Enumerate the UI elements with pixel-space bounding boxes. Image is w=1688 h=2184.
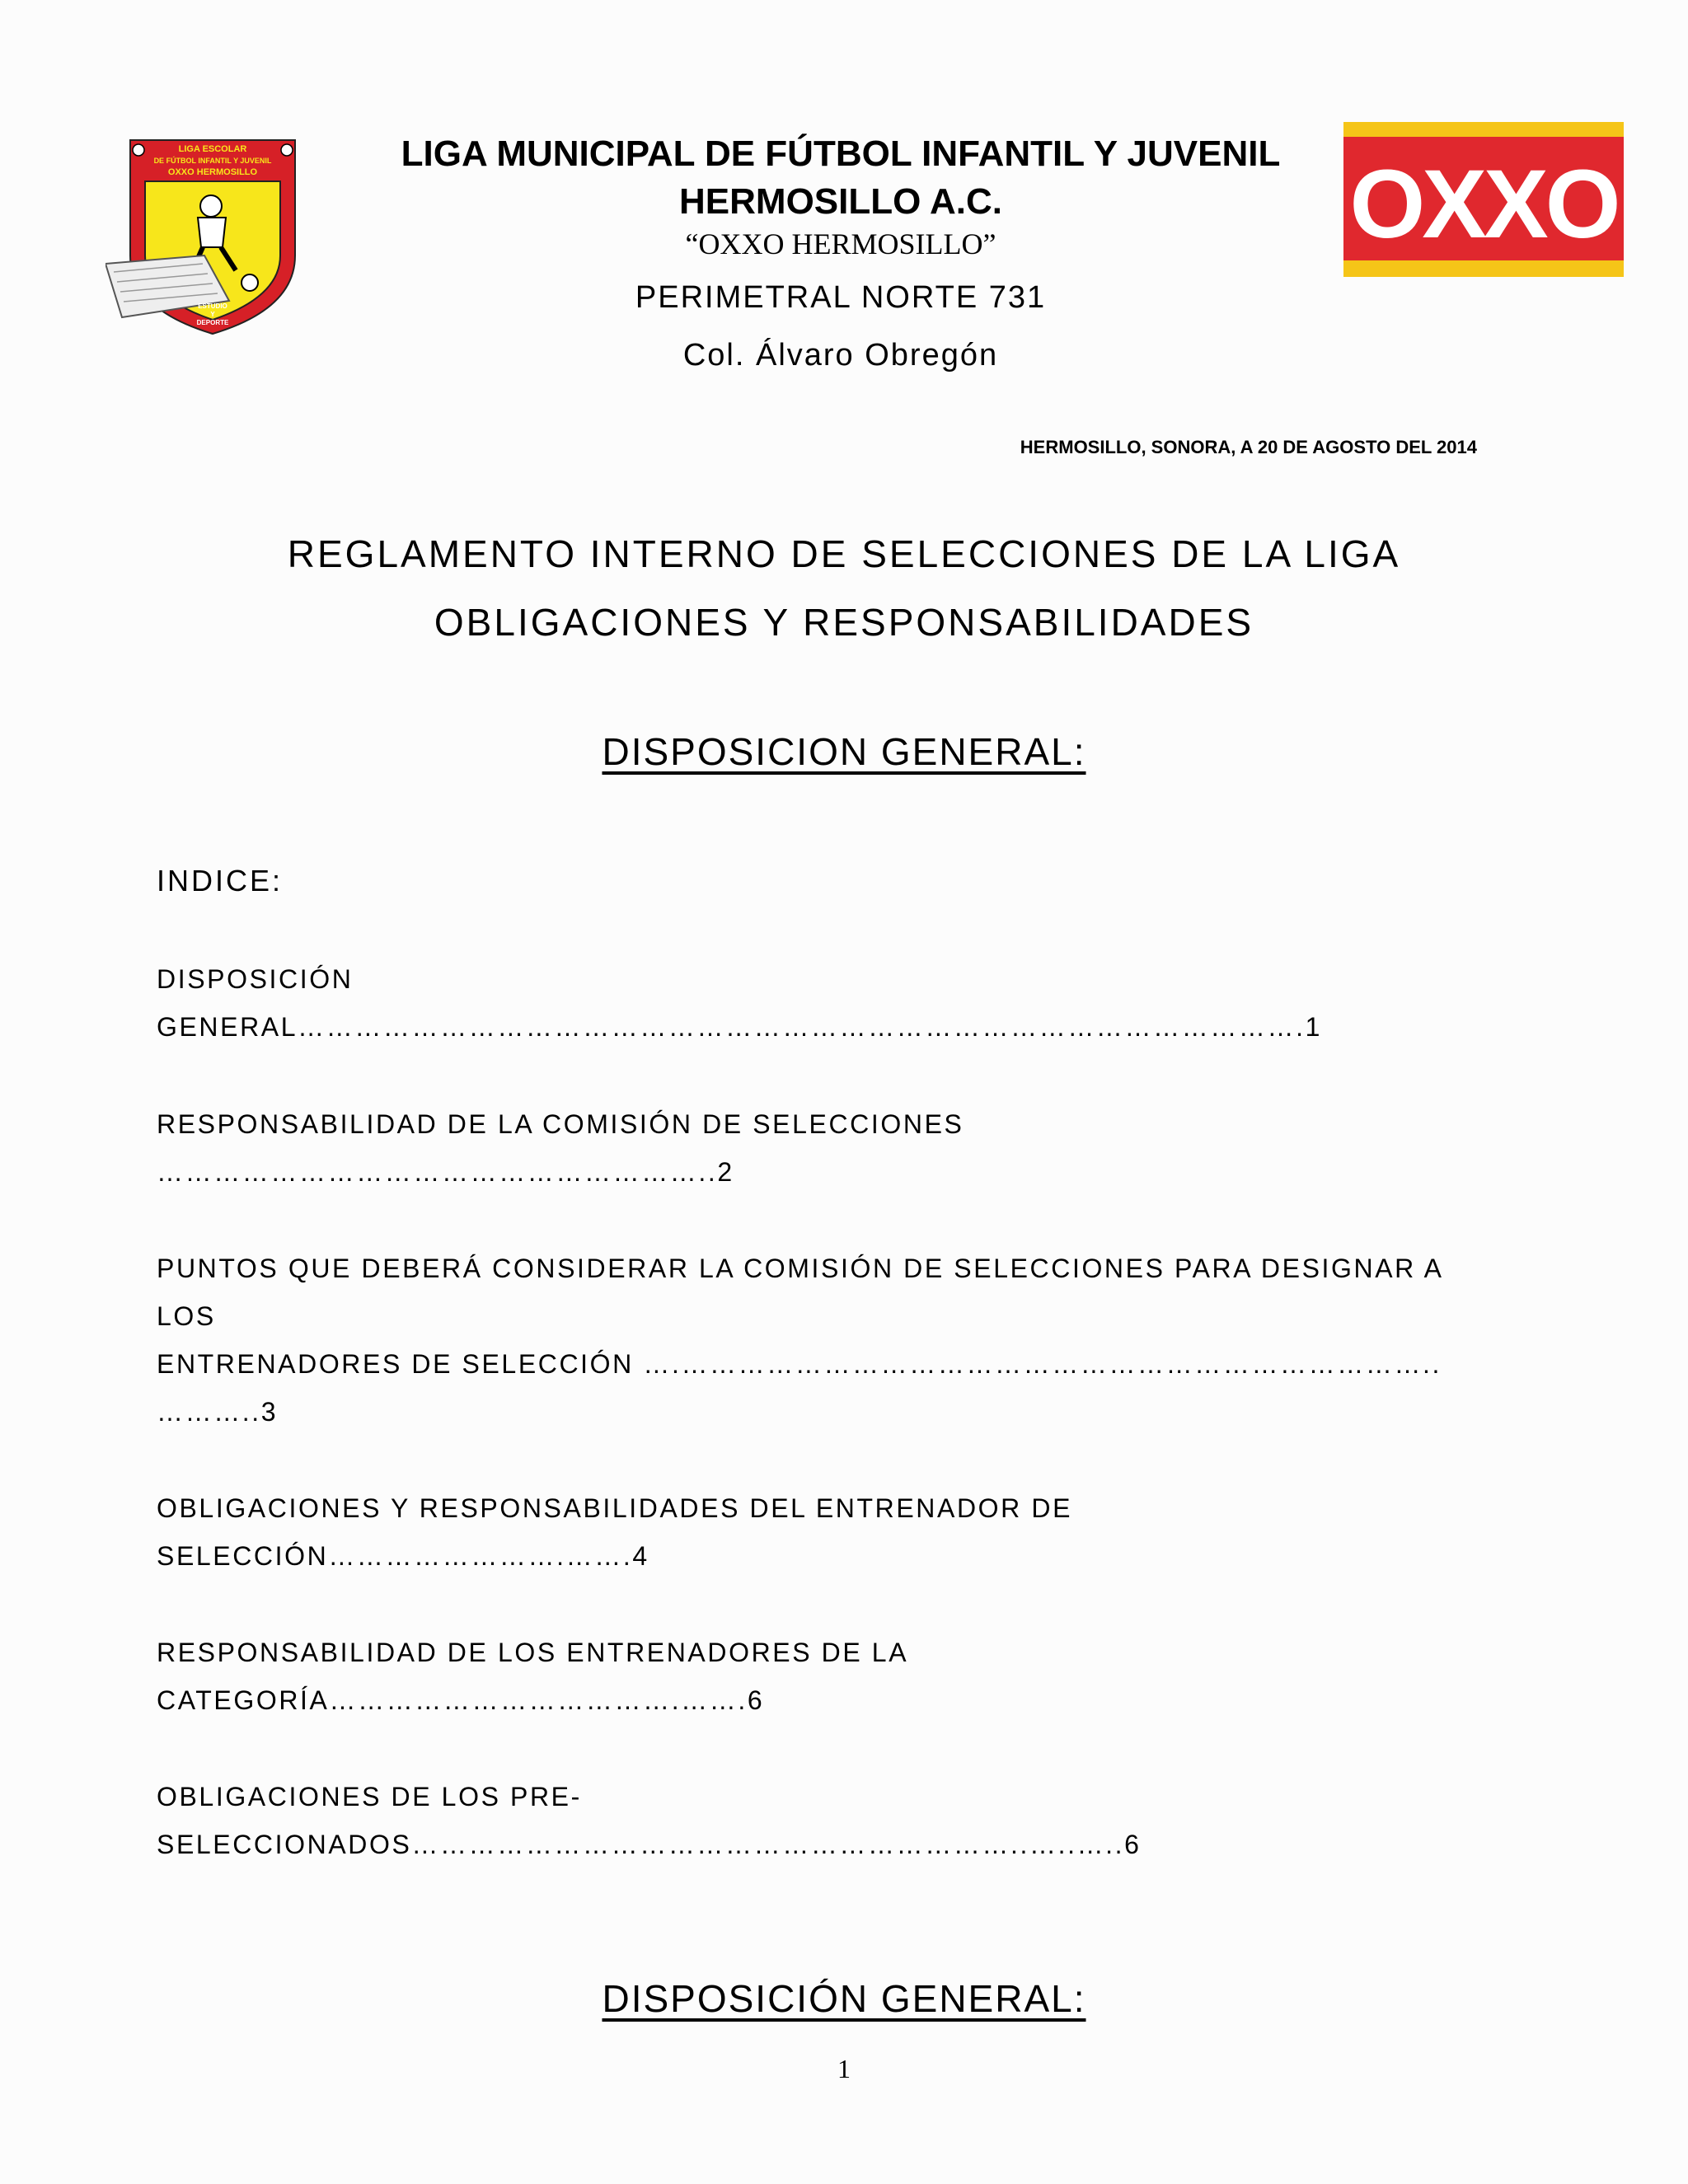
crest-text-3: OXXO HERMOSILLO [167, 167, 258, 177]
toc-line: ………..3 [157, 1397, 279, 1427]
league-crest-logo [106, 132, 320, 338]
org-name-line-1: LIGA MUNICIPAL DE FÚTBOL INFANTIL Y JUVENIL [401, 134, 1281, 174]
toc-line: DISPOSICIÓN [157, 964, 354, 994]
address-line-2: Col. Álvaro Obregón [682, 338, 999, 373]
toc-line: OBLIGACIONES DE LOS PRE- [157, 1782, 582, 1811]
toc-line: SELECCIÓN…………………….…….4 [157, 1541, 649, 1571]
toc-line: PUNTOS QUE DEBERÁ CONSIDERAR LA COMISIÓN DE SELECCIONES PARA DESIGNAR A [157, 1254, 1444, 1283]
crest-bottom-3: DEPORTE [196, 319, 229, 326]
document-title-line-2: OBLIGACIONES Y RESPONSABILIDADES [434, 601, 1254, 644]
toc-title: INDICE: [157, 864, 284, 898]
crest-text-2: DE FÚTBOL INFANTIL Y JUVENIL [153, 157, 272, 165]
toc-line: …………………………………………………..2 [157, 1157, 734, 1187]
org-name-line-2: HERMOSILLO A.C. [679, 181, 1002, 222]
crest-text-1: LIGA ESCOLAR [178, 144, 247, 154]
toc-line: OBLIGACIONES Y RESPONSABILIDADES DEL ENTRENADOR DE [157, 1493, 1073, 1523]
section-heading-disposicion-2: DISPOSICIÓN GENERAL: [602, 1977, 1086, 2020]
toc-line: LOS [157, 1301, 216, 1331]
toc-line: CATEGORÍA……………………………….…….6 [157, 1685, 765, 1715]
org-nickname: “OXXO HERMOSILLO” [685, 227, 996, 260]
section-heading-disposicion: DISPOSICION GENERAL: [602, 730, 1086, 773]
crest-bottom-2: Y [210, 311, 215, 318]
toc-line: RESPONSABILIDAD DE LA COMISIÓN DE SELECCIONES [157, 1109, 964, 1139]
oxxo-logo [1343, 122, 1624, 287]
page-number: 1 [837, 2054, 851, 2083]
document-title-line-1: REGLAMENTO INTERNO DE SELECCIONES DE LA LIGA [287, 532, 1401, 575]
toc-line: ENTRENADORES DE SELECCIÓN ….…………………………………………………………………….. [157, 1349, 1442, 1379]
oxxo-logo-text: OXXO [1349, 150, 1618, 259]
toc-line: SELECCIONADOS………………………………………………………..…..…..6 [157, 1830, 1142, 1859]
toc-line: GENERAL…………………………………………………………………………………………….1 [157, 1012, 1323, 1042]
toc-line: RESPONSABILIDAD DE LOS ENTRENADORES DE LA [157, 1638, 909, 1667]
date-line: HERMOSILLO, SONORA, A 20 DE AGOSTO DEL 2014 [1020, 437, 1477, 457]
crest-bottom-1: ESTUDIO [198, 302, 227, 310]
address-line-1: PERIMETRAL NORTE 731 [635, 280, 1047, 315]
